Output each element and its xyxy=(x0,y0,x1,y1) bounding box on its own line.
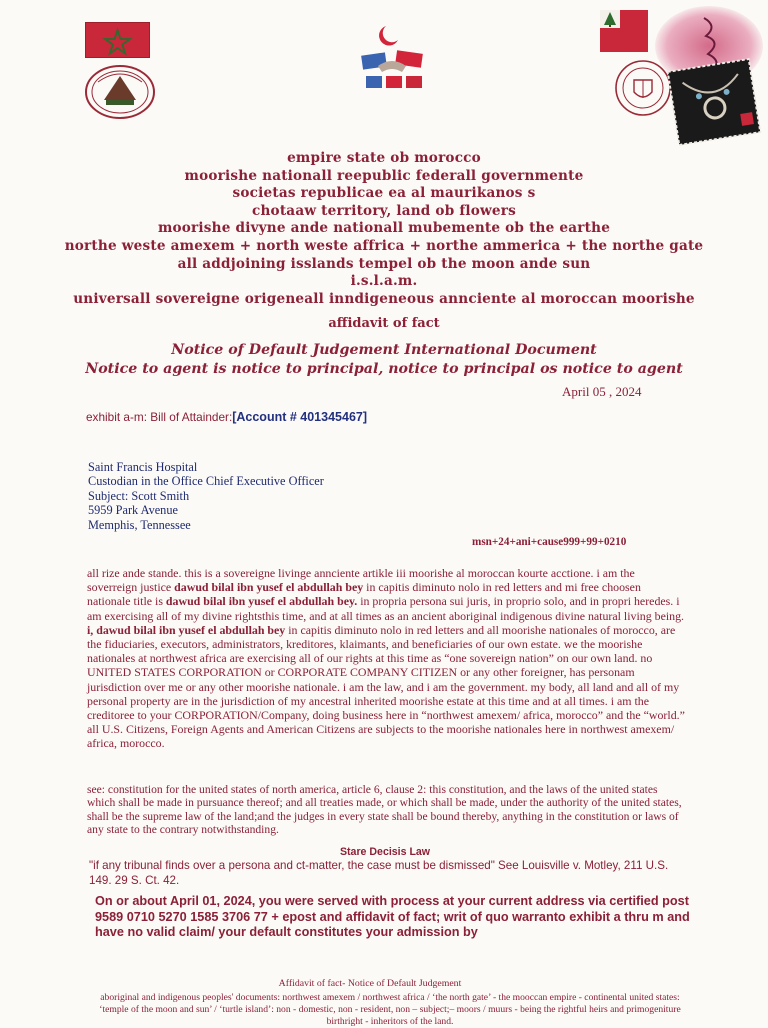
bold-name: dawud bilal ibn yusef el abdullah bey xyxy=(174,580,364,595)
moorish-temple-seal-icon xyxy=(84,64,156,120)
body-text: all rize ande stande. this is a sovereigne livinge annciente artikle iii moorishe al moroccan kourte acctione. i am the soverreign justice xyxy=(87,566,635,595)
pine-tree-flag xyxy=(600,10,648,52)
exhibit-line xyxy=(86,410,367,424)
body-text: in capitis diminuto nolo in red letters and all moorishe nationales of morocco, are the fiduciaries, executors, administrators, kreditores, klaimants, and beneficiaries of our own estate. we the moorishe nationales at northwest africa are exercising all of our rights at this time as “one sovereign nation” on our own land. no UNITED STATES CORPORATION or CORPORATE COMPANY CITIZEN or any other foreigner, has personam jurisdiction over me or any other moorishe nationale. i am the law, and i am the government. my body, all land and all of my personal property are in the jurisdiction of my ancestral inherited moorishe estate at this time and at all times. i am the creditoree to your CORPORATION/Company, doing business here in “northwest amexem/ africa, morocco” and the “world.” all U.S. Citizens, Foreign Agents and American Citizens are subjects to the moorishe nationales here in northwest amexem/ africa, morocco. xyxy=(87,622,685,751)
title-line: societas republicae ea al maurikanos s xyxy=(232,185,536,202)
case-quote: "if any tribunal finds over a persona and ct-matter, the case must be dismissed" See Louisville v. Motley, 211 U.S. 149. 29 S. Ct. 42. xyxy=(89,859,669,887)
addressee-street: 5959 Park Avenue xyxy=(88,503,178,518)
addressee-city: Memphis, Tennessee xyxy=(88,517,191,532)
stare-decisis-heading: Stare Decisis Law xyxy=(339,846,431,858)
bold-name: i, dawud bilal ibn yusef el abdullah bey xyxy=(87,622,286,637)
title-line: chotaaw territory, land ob flowers xyxy=(252,202,516,219)
title-line: moorishe nationall reepublic federall governmente xyxy=(184,167,584,184)
affidavit-heading: affidavit of fact xyxy=(328,316,440,331)
crescent-handshake-emblem-icon xyxy=(356,22,428,94)
notice-subtitle: Notice to agent is notice to principal, notice to principal os notice to agent xyxy=(85,361,683,377)
bold-name: dawud bilal ibn yusef el abdullah bey. xyxy=(165,594,358,609)
addressee-subject: Subject: Scott Smith xyxy=(88,488,190,503)
constitution-paragraph: see: constitution for the united states of north america, article 6, clause 2: this constitution, and the laws of the united states which shall be made in pursuance thereof; and all treaties made, or which shall be made, under the authority of the united states, shall be the supreme law of the land;and the judges in every state shall be bound thereby, anything in the constitution or laws of any state to the contrary notwithstanding. xyxy=(87,783,682,837)
title-line: all addjoining isslands tempel ob the moon ande sun xyxy=(177,255,591,272)
service-notice: On or about April 01, 2024, you were served with process at your current address via certified post 9589 0710 5270 1585 3706 77 + epost and affidavit of fact; writ of quo warranto exhibit a thru m and have no valid claim/ your default constitutes your admission by xyxy=(95,894,690,940)
document-title-block xyxy=(60,150,708,308)
title-line: universall sovereigne origeneall inndigeneous annciente al moroccan moorishe xyxy=(73,290,695,307)
addressee-block xyxy=(88,460,324,532)
title-line: empire state ob morocco xyxy=(287,150,481,166)
addressee-name: Saint Francis Hospital xyxy=(88,460,198,474)
body-paragraph xyxy=(87,566,685,751)
footer-text: aboriginal and indigenous peoples' documents: northwest amexem / northwest africa / ‘the north gate’ - the mooccan empire - continental united states: ‘temple of the moon and sun’ / ‘turtle island’: non - domestic, non - resident, non – subject;– moors / muurs - being the rightful heirs and primogeniture birthright - inheritors of the land. xyxy=(99,992,681,1027)
notice-title: Notice of Default Judgement International Document xyxy=(171,342,597,358)
postage-stamp-icon xyxy=(667,58,762,146)
title-line: i.s.l.a.m. xyxy=(350,273,418,290)
title-line: moorishe divyne ande nationall mubemente ob the earthe xyxy=(157,220,611,237)
title-line: northe weste amexem + north weste affrica + northe ammerica + the northe gate xyxy=(64,237,704,254)
addressee-custodian: Custodian in the Office Chief Executive Officer xyxy=(88,474,324,489)
exhibit-label: exhibit a-m: Bill of Attainder: xyxy=(86,410,233,424)
footer-title: Affidavit of fact- Notice of Default Judgement xyxy=(278,978,462,989)
account-number: [Account # 401345467] xyxy=(232,410,368,424)
msn-code: msn+24+ani+cause999+99+0210 xyxy=(472,536,627,548)
body-text: in capitis diminuto nolo in red letters and mi free choosen nationale title is xyxy=(87,580,641,609)
document-date: April 05 , 2024 xyxy=(562,384,642,399)
moroccan-flag xyxy=(85,22,150,58)
body-text: in propria persona sui juris, in proprio solo, and in propri heredes. i am exercising all of my divine rightsthis time, and at all times as an ancient aboriginal indigenous divine natural living being. xyxy=(87,594,685,623)
